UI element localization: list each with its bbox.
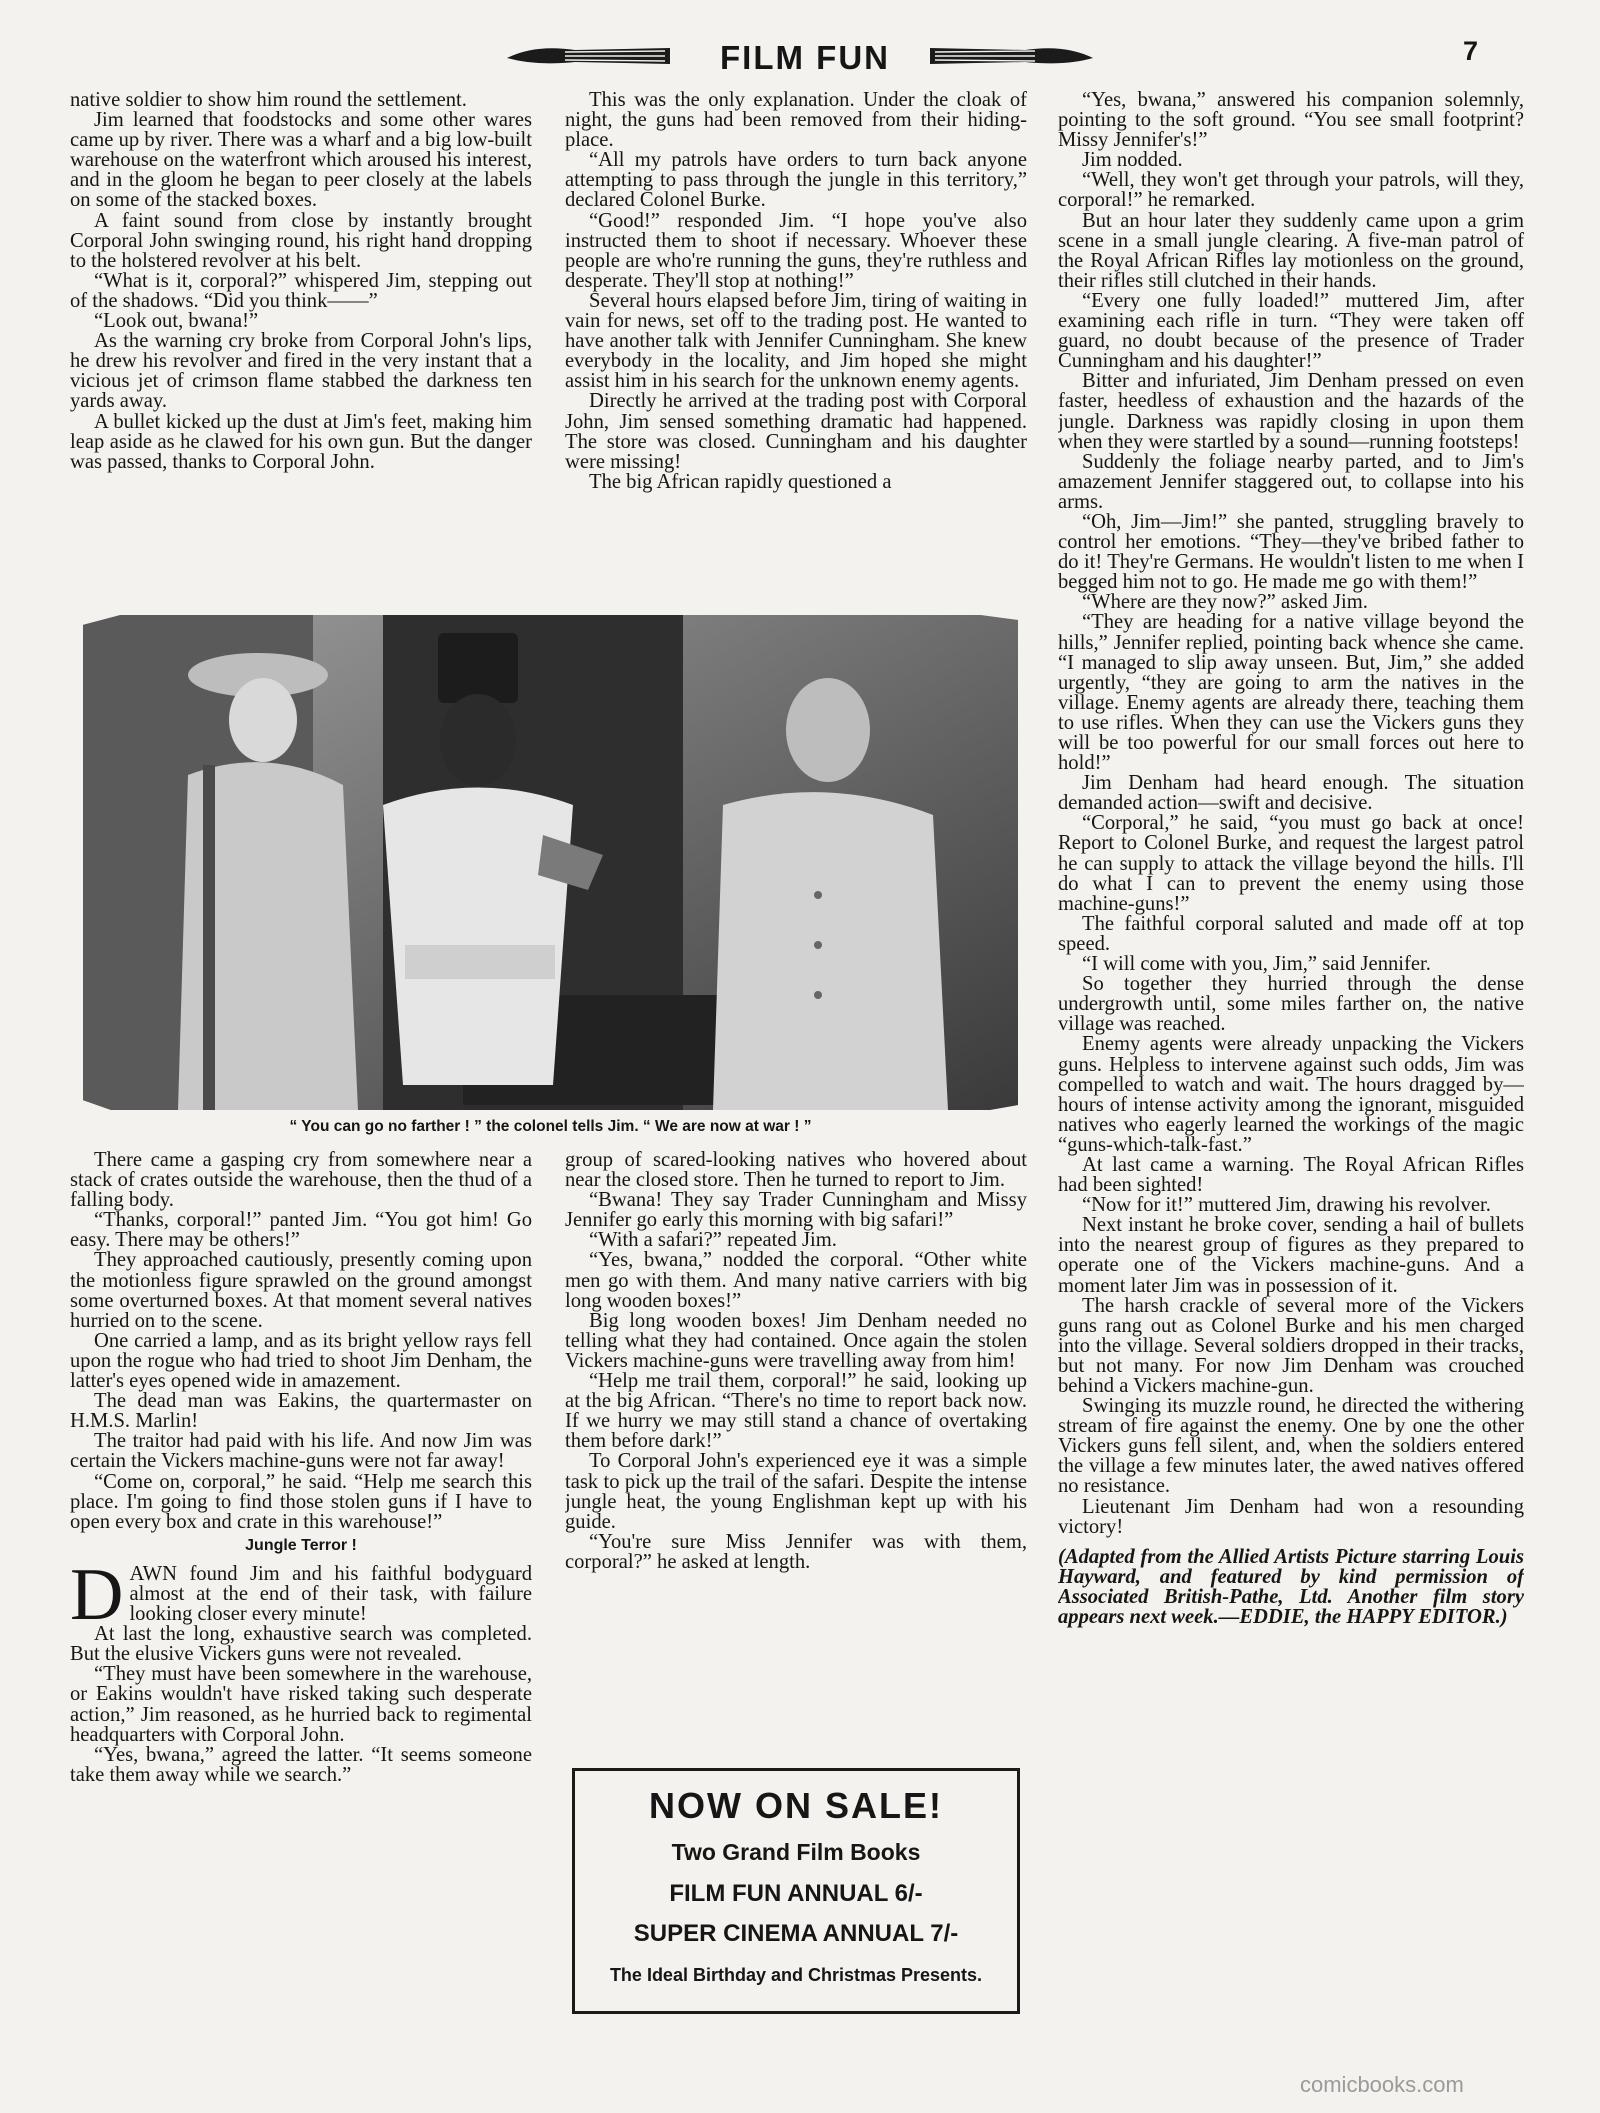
- paragraph: “Yes, bwana,” nodded the corporal. “Other white men go with them. And many native carriers with big long wooden boxes!”: [565, 1249, 1027, 1312]
- paragraph: “They are heading for a native village beyond the hills,” Jennifer replied, pointing back whence she came. “I managed to slip away unseen. But, Jim,” she added urgently, “they are going to arm the natives in the village. Enemy agents are already there, teaching them to use rifles. When they can use the Vickers guns they will be too powerful for our small forces out here to hold!”: [1058, 611, 1524, 775]
- paragraph: “Come on, corporal,” he said. “Help me search this place. I'm going to find those stolen guns if I have to open every box and crate in this warehouse!”: [70, 1470, 532, 1533]
- paragraph: Lieutenant Jim Denham had won a resounding victory!: [1058, 1495, 1524, 1538]
- paragraph: At last came a warning. The Royal African Rifles had been sighted!: [1058, 1153, 1524, 1197]
- paragraph: Bitter and infuriated, Jim Denham pressed on even faster, heedless of exhaustion and the hazards of the jungle. Darkness was rapidly closing in upon them when they were startled by a sound—running footsteps!: [1058, 370, 1524, 453]
- paragraph: The faithful corporal saluted and made off at top speed.: [1058, 912, 1524, 955]
- ad-line-1: Two Grand Film Books: [671, 1839, 921, 1865]
- paragraph: There came a gasping cry from somewhere near a stack of crates outside the warehouse, then the thud of a falling body.: [70, 1150, 532, 1212]
- column-2-top: [565, 90, 1027, 590]
- banner-decoration-right: [925, 40, 1095, 70]
- paragraph: So together they hurried through the dense undergrowth until, some miles farther on, the native village was reached.: [1058, 973, 1524, 1036]
- column-2-bottom: [565, 1150, 1027, 1750]
- paragraph: “Help me trail them, corporal!” he said, looking up at the big African. “There's no time to report back now. If we hurry we may still stand a chance of overtaking them before dark!”: [565, 1370, 1027, 1453]
- paragraph: “What is it, corporal?” whispered Jim, stepping out of the shadows. “Did you think——”: [70, 269, 532, 312]
- paragraph: Swinging its muzzle round, he directed the withering stream of fire against the enemy. One by one the other Vickers guns fell silent, and, when the soldiers entered the village a few minutes later, the awed natives offered no resistance.: [1058, 1395, 1524, 1498]
- paragraph: “Where are they now?” asked Jim.: [1082, 591, 1368, 614]
- ad-headline: NOW ON SALE!: [649, 1785, 943, 1826]
- paragraph: “Well, they won't get through your patrols, will they, corporal!” he remarked.: [1058, 169, 1524, 212]
- magazine-title: FILM FUN: [720, 39, 890, 76]
- paragraph: They approached cautiously, presently coming upon the motionless figure sprawled on the ground amongst some overturned boxes. At that moment several natives hurried on to the scene.: [70, 1249, 532, 1332]
- paragraph: Jim learned that foodstocks and some other wares came up by river. There was a wharf and a big low-built warehouse on the waterfront which aroused his interest, and in the gloom he began to peer closely at the labels on some of the stacked boxes.: [70, 109, 532, 212]
- paragraph: The big African rapidly questioned a: [589, 470, 892, 493]
- paragraph: The traitor had paid with his life. And now Jim was certain the Vickers machine-guns were not far away!: [70, 1430, 532, 1473]
- paragraph: Jim Denham had heard enough. The situation demanded action—swift and decisive.: [1058, 772, 1524, 815]
- paragraph: As the warning cry broke from Corporal John's lips, he drew his revolver and fired in the very instant that a vicious jet of crimson flame stabbed the darkness ten yards away.: [70, 330, 532, 413]
- paragraph: Enemy agents were already unpacking the Vickers guns. Helpless to intervene against such odds, Jim was compelled to watch and wait. The hours dragged by—hours of intense activity among the ignorant, misguided natives who eagerly learned the workings of the magic “guns-which-talk-fast.”: [1058, 1033, 1524, 1156]
- paragraph: “Every one fully loaded!” muttered Jim, after examining each rifle in turn. “They were taken off guard, no doubt because of the presence of Trader Cunningham and his daughter!”: [1058, 289, 1524, 373]
- paragraph: But an hour later they suddenly came upon a grim scene in a small jungle clearing. A five-man patrol of the Royal African Rifles lay motionless on the ground, their rifles still clutched in their hands.: [1058, 209, 1524, 292]
- paragraph: “Oh, Jim—Jim!” she panted, struggling bravely to control her emotions. “They—they've bribed father to do it! They're Germans. He wouldn't listen to me when I begged him not to go. He made me go with them!”: [1058, 510, 1524, 594]
- film-still-illustration: [83, 615, 1018, 1110]
- paragraph: To Corporal John's experienced eye it was a simple task to pick up the trail of the safari. Despite the intense jungle heat, the young Englishman kept up with his guide.: [565, 1450, 1027, 1533]
- paragraph: A faint sound from close by instantly brought Corporal John swinging round, his right hand dropping to the holstered revolver at his belt.: [70, 209, 532, 272]
- drop-cap-text: AWN found Jim and his faithful bodyguard almost at the end of their task, with failure looking closer every minute!: [129, 1562, 532, 1626]
- paragraph: One carried a lamp, and as its bright yellow rays fell upon the rogue who had tried to shoot Jim Denham, the latter's eyes opened wide in amazement.: [70, 1329, 532, 1393]
- ad-line-4: The Ideal Birthday and Christmas Presents.: [609, 1965, 983, 1985]
- column-3: [1058, 90, 1524, 2065]
- paragraph: Several hours elapsed before Jim, tiring of waiting in vain for news, set off to the trading post. He wanted to have another talk with Jennifer Cunningham. She knew everybody in the locality, and Jim hoped she might assist him in his search for the unknown enemy agents.: [565, 289, 1027, 393]
- site-watermark: comicbooks.com: [1300, 2072, 1464, 2097]
- paragraph: This was the only explanation. Under the cloak of night, the guns had been removed from their hiding-place.: [565, 90, 1027, 152]
- annual-advertisement: [572, 1768, 1020, 2014]
- paragraph: “Thanks, corporal!” panted Jim. “You got him! Go easy. There may be others!”: [70, 1209, 532, 1252]
- paragraph: Suddenly the foliage nearby parted, and to Jim's amazement Jennifer staggered out, to collapse into his arms.: [1058, 450, 1524, 513]
- paragraph: At last the long, exhaustive search was completed. But the elusive Vickers guns were not revealed.: [70, 1623, 532, 1666]
- ad-line-3: SUPER CINEMA ANNUAL 7/-: [633, 1920, 959, 1947]
- paragraph: native soldier to show him round the settlement.: [70, 90, 467, 111]
- paragraph: The dead man was Eakins, the quartermaster on H.M.S. Marlin!: [70, 1390, 532, 1433]
- paragraph: Directly he arrived at the trading post with Corporal John, Jim sensed something dramatic had happened. The store was closed. Cunningham and his daughter were missing!: [565, 390, 1027, 473]
- paragraph: Big long wooden boxes! Jim Denham needed no telling what they had contained. Once again the stolen Vickers machine-guns were travelling away from him!: [565, 1309, 1027, 1372]
- paragraph: “You're sure Miss Jennifer was with them, corporal?” he asked at length.: [565, 1530, 1027, 1573]
- film-still-photo: [83, 615, 1018, 1110]
- drop-cap-paragraph: [70, 1553, 532, 1636]
- section-subheading: Jungle Terror !: [245, 1536, 357, 1554]
- paragraph: A bullet kicked up the dust at Jim's feet, making him leap aside as he clawed for his own gun. But the danger was passed, thanks to Corporal John.: [70, 410, 532, 473]
- paragraph: “They must have been somewhere in the warehouse, or Eakins wouldn't have risked taking such desperate action,” Jim reasoned, as he hurried back to regimental headquarters with Corporal John.: [70, 1663, 532, 1746]
- paragraph: “Yes, bwana,” agreed the latter. “It seems someone take them away while we search.”: [70, 1743, 532, 1786]
- paragraph: Next instant he broke cover, sending a hail of bullets into the nearest group of figures as they prepared to operate one of the Vickers machine-guns. And a moment later Jim was in possession of it.: [1058, 1214, 1524, 1297]
- photo-caption: “ You can go no farther ! ” the colonel tells Jim. “ We are now at war ! ”: [289, 1118, 812, 1135]
- column-1-bottom: [70, 1150, 532, 2065]
- paragraph: “All my patrols have orders to turn back anyone attempting to pass through the jungle in this territory,” declared Colonel Burke.: [565, 149, 1027, 212]
- ad-line-2: FILM FUN ANNUAL 6/-: [669, 1880, 923, 1907]
- paragraph: “Corporal,” he said, “you must go back at once! Report to Colonel Burke, and request the largest patrol he can supply to attack the village beyond the hills. I'll do what I can to prevent the enemy using those machine-guns!”: [1058, 812, 1524, 915]
- paragraph: “Yes, bwana,” answered his companion solemnly, pointing to the soft ground. “You see small footprint? Missy Jennifer's!”: [1058, 90, 1524, 152]
- paragraph: The harsh crackle of several more of the Vickers guns rang out as Colonel Burke and his men charged into the village. Several soldiers dropped in their tracks, but not many. For now Jim Denham was crouched behind a Vickers machine-gun.: [1058, 1294, 1524, 1397]
- paragraph: “I will come with you, Jim,” said Jennifer.: [1082, 953, 1431, 976]
- editor-credit: (Adapted from the Allied Artists Picture starring Louis Hayward, and featured by kind permission of Associated British-Pathe, Ltd. Another film story appears next week.—EDDIE, the HAPPY EDITOR.): [1058, 1545, 1524, 1629]
- banner-decoration-left: [505, 40, 675, 70]
- paragraph: “Bwana! They say Trader Cunningham and Missy Jennifer go early this morning with big safari!”: [565, 1189, 1027, 1232]
- paragraph: “With a safari?” repeated Jim.: [589, 1229, 837, 1252]
- column-1-top: [70, 90, 532, 590]
- page-number: 7: [1463, 36, 1479, 66]
- paragraph: “Good!” responded Jim. “I hope you've also instructed them to shoot if necessary. Whoever these people are who're running the guns, they're ruthless and desperate. They'll stop at nothing!”: [565, 209, 1027, 292]
- page-header: [0, 0, 1600, 92]
- paragraph: “Look out, bwana!”: [94, 310, 259, 333]
- drop-cap-letter: D: [70, 1553, 124, 1636]
- paragraph: group of scared-looking natives who hovered about near the closed store. Then he turned to report to Jim.: [565, 1150, 1027, 1192]
- paragraph: Jim nodded.: [1082, 149, 1183, 172]
- paragraph: “Now for it!” muttered Jim, drawing his revolver.: [1082, 1194, 1491, 1217]
